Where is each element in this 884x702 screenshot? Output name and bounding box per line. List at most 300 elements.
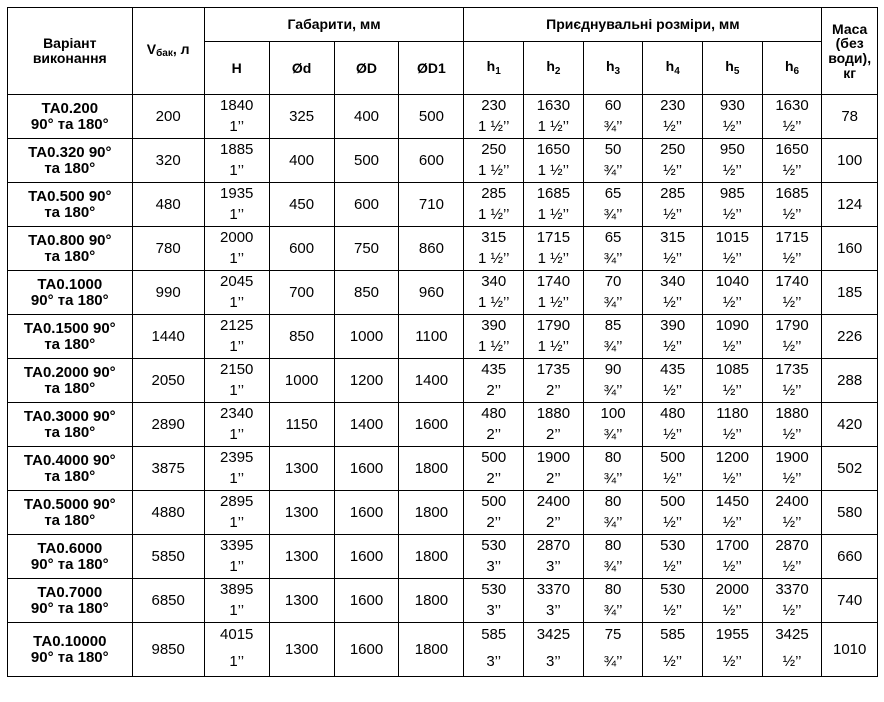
- height-cell: 1840: [204, 95, 269, 117]
- table-row: [8, 491, 878, 513]
- dimensions-group-header: Габарити, мм: [204, 8, 464, 42]
- h2-connection-cell: 1 ½’’: [524, 293, 584, 315]
- inner-diameter-cell: 1300: [269, 535, 334, 579]
- volume-cell: 5850: [132, 535, 204, 579]
- height-connection-cell: 1’’: [204, 425, 269, 447]
- flange-diameter-cell: 1800: [399, 623, 464, 677]
- h6-connection-cell: ½’’: [762, 557, 822, 579]
- h4-connection-cell: ½’’: [643, 381, 703, 403]
- height-connection-cell: 1’’: [204, 117, 269, 139]
- col-header-h2-base: h: [546, 57, 555, 74]
- h6-value-cell: 1735: [762, 359, 822, 381]
- h5-value-cell: 1090: [703, 315, 763, 337]
- col-header-d1: ØD1: [399, 42, 464, 95]
- h6-connection-cell: ½’’: [762, 381, 822, 403]
- h4-value-cell: 480: [643, 403, 703, 425]
- outer-diameter-cell: 1000: [334, 315, 399, 359]
- table-row: [8, 623, 878, 648]
- h2-value-cell: 2870: [524, 535, 584, 557]
- h1-connection-cell: 1 ½’’: [464, 293, 524, 315]
- h1-connection-cell: 2’’: [464, 469, 524, 491]
- variant-header: Варіант виконання: [8, 8, 133, 95]
- h6-connection-cell: ½’’: [762, 205, 822, 227]
- volume-cell: 6850: [132, 579, 204, 623]
- mass-cell: 580: [822, 491, 878, 535]
- h1-connection-cell: 1 ½’’: [464, 337, 524, 359]
- h5-connection-cell: ½’’: [703, 117, 763, 139]
- h1-connection-cell: 3’’: [464, 557, 524, 579]
- variant-cell: ТА0.800 90° та 180°: [8, 227, 133, 271]
- h1-value-cell: 315: [464, 227, 524, 249]
- h3-connection-cell: ¾’’: [583, 425, 643, 447]
- h2-connection-cell: 3’’: [524, 601, 584, 623]
- h6-value-cell: 1740: [762, 271, 822, 293]
- col-header-h6-sub: 6: [793, 65, 800, 77]
- h3-value-cell: 50: [583, 139, 643, 161]
- height-cell: 2340: [204, 403, 269, 425]
- height-connection-cell: 1’’: [204, 469, 269, 491]
- inner-diameter-cell: 600: [269, 227, 334, 271]
- volume-cell: 2890: [132, 403, 204, 447]
- h6-value-cell: 2870: [762, 535, 822, 557]
- h6-value-cell: 1685: [762, 183, 822, 205]
- height-cell: 2150: [204, 359, 269, 381]
- h4-value-cell: 230: [643, 95, 703, 117]
- h3-connection-cell: ¾’’: [583, 293, 643, 315]
- table-row: [8, 227, 878, 249]
- h3-value-cell: 80: [583, 491, 643, 513]
- h3-connection-cell: ¾’’: [583, 205, 643, 227]
- h5-value-cell: 1700: [703, 535, 763, 557]
- volume-cell: 2050: [132, 359, 204, 403]
- h4-value-cell: 315: [643, 227, 703, 249]
- h6-value-cell: 1880: [762, 403, 822, 425]
- h2-connection-cell: 2’’: [524, 381, 584, 403]
- volume-cell: 480: [132, 183, 204, 227]
- h1-value-cell: 250: [464, 139, 524, 161]
- flange-diameter-cell: 960: [399, 271, 464, 315]
- h3-value-cell: 90: [583, 359, 643, 381]
- height-connection-cell: 1’’: [204, 381, 269, 403]
- h3-connection-cell: ¾’’: [583, 249, 643, 271]
- flange-diameter-cell: 1400: [399, 359, 464, 403]
- h6-connection-cell: ½’’: [762, 249, 822, 271]
- h6-connection-cell: ½’’: [762, 425, 822, 447]
- h6-value-cell: 3425: [762, 623, 822, 648]
- h4-connection-cell: ½’’: [643, 249, 703, 271]
- height-cell: 2045: [204, 271, 269, 293]
- h4-value-cell: 250: [643, 139, 703, 161]
- h5-connection-cell: ½’’: [703, 381, 763, 403]
- h2-value-cell: 1715: [524, 227, 584, 249]
- connection-group-header: Приєднувальні розміри, мм: [464, 8, 822, 42]
- variant-cell: ТА0.6000 90° та 180°: [8, 535, 133, 579]
- variant-cell: ТА0.4000 90° та 180°: [8, 447, 133, 491]
- outer-diameter-cell: 750: [334, 227, 399, 271]
- col-header-h4: [643, 42, 703, 95]
- flange-diameter-cell: 1800: [399, 491, 464, 535]
- volume-cell: 200: [132, 95, 204, 139]
- height-connection-cell: 1’’: [204, 249, 269, 271]
- h3-value-cell: 75: [583, 623, 643, 648]
- h6-value-cell: 1630: [762, 95, 822, 117]
- h6-connection-cell: ½’’: [762, 648, 822, 677]
- h3-connection-cell: ¾’’: [583, 117, 643, 139]
- variant-cell: ТА0.10000 90° та 180°: [8, 623, 133, 677]
- volume-cell: 9850: [132, 623, 204, 677]
- outer-diameter-cell: 1600: [334, 579, 399, 623]
- h2-connection-cell: 3’’: [524, 557, 584, 579]
- h1-value-cell: 390: [464, 315, 524, 337]
- h5-value-cell: 1015: [703, 227, 763, 249]
- col-header-h1-sub: 1: [495, 65, 501, 77]
- col-header-h1: [464, 42, 524, 95]
- flange-diameter-cell: 1600: [399, 403, 464, 447]
- height-cell: 3895: [204, 579, 269, 601]
- height-connection-cell: 1’’: [204, 648, 269, 677]
- h4-connection-cell: ½’’: [643, 161, 703, 183]
- col-header-h5-base: h: [725, 57, 734, 74]
- h6-connection-cell: ½’’: [762, 469, 822, 491]
- height-connection-cell: 1’’: [204, 337, 269, 359]
- col-header-big-d: ØD: [334, 42, 399, 95]
- volume-cell: 1440: [132, 315, 204, 359]
- h5-connection-cell: ½’’: [703, 293, 763, 315]
- specification-table: [7, 7, 878, 677]
- flange-diameter-cell: 500: [399, 95, 464, 139]
- table-row: [8, 403, 878, 425]
- h1-value-cell: 530: [464, 535, 524, 557]
- h2-connection-cell: 1 ½’’: [524, 249, 584, 271]
- h2-value-cell: 1880: [524, 403, 584, 425]
- flange-diameter-cell: 860: [399, 227, 464, 271]
- h4-connection-cell: ½’’: [643, 557, 703, 579]
- table-row: [8, 95, 878, 117]
- h5-connection-cell: ½’’: [703, 249, 763, 271]
- h3-value-cell: 85: [583, 315, 643, 337]
- h5-value-cell: 1955: [703, 623, 763, 648]
- h5-value-cell: 1200: [703, 447, 763, 469]
- volume-header: [132, 8, 204, 95]
- h3-value-cell: 65: [583, 183, 643, 205]
- h1-connection-cell: 3’’: [464, 648, 524, 677]
- table-row: [8, 579, 878, 601]
- volume-header-unit: , л: [172, 41, 190, 58]
- h6-value-cell: 1715: [762, 227, 822, 249]
- h3-value-cell: 80: [583, 535, 643, 557]
- h5-connection-cell: ½’’: [703, 469, 763, 491]
- h3-value-cell: 70: [583, 271, 643, 293]
- h5-value-cell: 1085: [703, 359, 763, 381]
- h5-connection-cell: ½’’: [703, 205, 763, 227]
- h2-value-cell: 1735: [524, 359, 584, 381]
- h6-connection-cell: ½’’: [762, 337, 822, 359]
- col-header-h4-sub: 4: [674, 65, 680, 77]
- outer-diameter-cell: 1200: [334, 359, 399, 403]
- height-cell: 2125: [204, 315, 269, 337]
- h5-value-cell: 950: [703, 139, 763, 161]
- mass-cell: 160: [822, 227, 878, 271]
- h1-value-cell: 230: [464, 95, 524, 117]
- outer-diameter-cell: 850: [334, 271, 399, 315]
- h6-connection-cell: ½’’: [762, 293, 822, 315]
- variant-cell: ТА0.1500 90° та 180°: [8, 315, 133, 359]
- h4-connection-cell: ½’’: [643, 469, 703, 491]
- h6-value-cell: 1790: [762, 315, 822, 337]
- flange-diameter-cell: 1100: [399, 315, 464, 359]
- h1-connection-cell: 2’’: [464, 381, 524, 403]
- h2-value-cell: 1900: [524, 447, 584, 469]
- h4-value-cell: 585: [643, 623, 703, 648]
- outer-diameter-cell: 1600: [334, 623, 399, 677]
- outer-diameter-cell: 400: [334, 95, 399, 139]
- mass-cell: 502: [822, 447, 878, 491]
- h2-value-cell: 1685: [524, 183, 584, 205]
- h1-connection-cell: 2’’: [464, 425, 524, 447]
- h4-value-cell: 285: [643, 183, 703, 205]
- mass-cell: 185: [822, 271, 878, 315]
- h4-connection-cell: ½’’: [643, 117, 703, 139]
- variant-cell: ТА0.1000 90° та 180°: [8, 271, 133, 315]
- h4-value-cell: 530: [643, 579, 703, 601]
- col-header-h2-sub: 2: [554, 65, 561, 77]
- h4-connection-cell: ½’’: [643, 293, 703, 315]
- h4-connection-cell: ½’’: [643, 648, 703, 677]
- h5-connection-cell: ½’’: [703, 601, 763, 623]
- h6-value-cell: 3370: [762, 579, 822, 601]
- h4-value-cell: 435: [643, 359, 703, 381]
- inner-diameter-cell: 400: [269, 139, 334, 183]
- col-header-h3-base: h: [605, 57, 615, 74]
- height-cell: 2000: [204, 227, 269, 249]
- h3-connection-cell: ¾’’: [583, 648, 643, 677]
- table-body: [8, 95, 878, 677]
- h6-connection-cell: ½’’: [762, 601, 822, 623]
- h2-connection-cell: 1 ½’’: [524, 337, 584, 359]
- h2-value-cell: 3425: [524, 623, 584, 648]
- h4-connection-cell: ½’’: [643, 601, 703, 623]
- outer-diameter-cell: 1400: [334, 403, 399, 447]
- mass-cell: 78: [822, 95, 878, 139]
- h6-connection-cell: ½’’: [762, 513, 822, 535]
- h5-value-cell: 985: [703, 183, 763, 205]
- col-header-h3: [583, 42, 643, 95]
- volume-cell: 4880: [132, 491, 204, 535]
- h1-connection-cell: 1 ½’’: [464, 205, 524, 227]
- h1-value-cell: 480: [464, 403, 524, 425]
- inner-diameter-cell: 1000: [269, 359, 334, 403]
- h4-connection-cell: ½’’: [643, 425, 703, 447]
- h1-connection-cell: 1 ½’’: [464, 161, 524, 183]
- h5-value-cell: 930: [703, 95, 763, 117]
- col-header-h5: [703, 42, 763, 95]
- outer-diameter-cell: 1600: [334, 535, 399, 579]
- h3-value-cell: 65: [583, 227, 643, 249]
- h2-connection-cell: 1 ½’’: [524, 117, 584, 139]
- inner-diameter-cell: 1300: [269, 447, 334, 491]
- table-row: [8, 315, 878, 337]
- h3-value-cell: 60: [583, 95, 643, 117]
- h5-connection-cell: ½’’: [703, 513, 763, 535]
- h6-connection-cell: ½’’: [762, 117, 822, 139]
- flange-diameter-cell: 1800: [399, 579, 464, 623]
- h6-value-cell: 1900: [762, 447, 822, 469]
- height-cell: 2395: [204, 447, 269, 469]
- h1-value-cell: 285: [464, 183, 524, 205]
- inner-diameter-cell: 1300: [269, 579, 334, 623]
- h1-value-cell: 435: [464, 359, 524, 381]
- flange-diameter-cell: 1800: [399, 535, 464, 579]
- h2-connection-cell: 3’’: [524, 648, 584, 677]
- table-row: [8, 139, 878, 161]
- col-header-h6-base: h: [784, 57, 794, 74]
- mass-header: Маса (без води), кг: [822, 8, 878, 95]
- col-header-h4-base: h: [665, 57, 675, 74]
- outer-diameter-cell: 1600: [334, 491, 399, 535]
- table-header: [8, 8, 878, 95]
- col-header-h2: [524, 42, 584, 95]
- h4-connection-cell: ½’’: [643, 337, 703, 359]
- h2-value-cell: 3370: [524, 579, 584, 601]
- h5-value-cell: 1450: [703, 491, 763, 513]
- col-header-d: Ød: [269, 42, 334, 95]
- h4-value-cell: 500: [643, 447, 703, 469]
- h3-connection-cell: ¾’’: [583, 469, 643, 491]
- table-row: [8, 535, 878, 557]
- flange-diameter-cell: 710: [399, 183, 464, 227]
- flange-diameter-cell: 1800: [399, 447, 464, 491]
- inner-diameter-cell: 700: [269, 271, 334, 315]
- h6-value-cell: 2400: [762, 491, 822, 513]
- inner-diameter-cell: 325: [269, 95, 334, 139]
- h2-connection-cell: 1 ½’’: [524, 161, 584, 183]
- h3-connection-cell: ¾’’: [583, 337, 643, 359]
- h4-connection-cell: ½’’: [643, 205, 703, 227]
- h5-connection-cell: ½’’: [703, 557, 763, 579]
- height-connection-cell: 1’’: [204, 161, 269, 183]
- h1-connection-cell: 1 ½’’: [464, 249, 524, 271]
- h5-connection-cell: ½’’: [703, 648, 763, 677]
- h1-connection-cell: 2’’: [464, 513, 524, 535]
- height-cell: 4015: [204, 623, 269, 648]
- table-row: [8, 183, 878, 205]
- mass-cell: 124: [822, 183, 878, 227]
- h2-connection-cell: 1 ½’’: [524, 205, 584, 227]
- h2-connection-cell: 2’’: [524, 425, 584, 447]
- variant-cell: ТА0.2000 90° та 180°: [8, 359, 133, 403]
- outer-diameter-cell: 600: [334, 183, 399, 227]
- variant-cell: ТА0.5000 90° та 180°: [8, 491, 133, 535]
- h3-connection-cell: ¾’’: [583, 381, 643, 403]
- inner-diameter-cell: 450: [269, 183, 334, 227]
- h1-value-cell: 585: [464, 623, 524, 648]
- table-row: [8, 359, 878, 381]
- col-header-h6: [762, 42, 822, 95]
- outer-diameter-cell: 500: [334, 139, 399, 183]
- h5-value-cell: 1180: [703, 403, 763, 425]
- h5-value-cell: 2000: [703, 579, 763, 601]
- volume-cell: 3875: [132, 447, 204, 491]
- h4-value-cell: 340: [643, 271, 703, 293]
- volume-header-main: V: [146, 41, 157, 58]
- col-header-h5-sub: 5: [733, 65, 740, 77]
- variant-cell: ТА0.320 90° та 180°: [8, 139, 133, 183]
- mass-cell: 1010: [822, 623, 878, 677]
- h3-value-cell: 80: [583, 447, 643, 469]
- mass-cell: 660: [822, 535, 878, 579]
- h6-connection-cell: ½’’: [762, 161, 822, 183]
- height-cell: 2895: [204, 491, 269, 513]
- h1-connection-cell: 1 ½’’: [464, 117, 524, 139]
- height-connection-cell: 1’’: [204, 293, 269, 315]
- mass-cell: 288: [822, 359, 878, 403]
- h1-value-cell: 530: [464, 579, 524, 601]
- mass-cell: 100: [822, 139, 878, 183]
- inner-diameter-cell: 850: [269, 315, 334, 359]
- col-header-h1-base: h: [486, 57, 496, 74]
- h3-value-cell: 100: [583, 403, 643, 425]
- h1-value-cell: 500: [464, 447, 524, 469]
- height-connection-cell: 1’’: [204, 557, 269, 579]
- h2-connection-cell: 2’’: [524, 469, 584, 491]
- height-cell: 1885: [204, 139, 269, 161]
- h5-connection-cell: ½’’: [703, 161, 763, 183]
- h5-connection-cell: ½’’: [703, 425, 763, 447]
- table-row: [8, 271, 878, 293]
- variant-cell: ТА0.7000 90° та 180°: [8, 579, 133, 623]
- col-header-h: H: [204, 42, 269, 95]
- h4-value-cell: 530: [643, 535, 703, 557]
- h2-value-cell: 1630: [524, 95, 584, 117]
- h4-connection-cell: ½’’: [643, 513, 703, 535]
- height-cell: 3395: [204, 535, 269, 557]
- inner-diameter-cell: 1300: [269, 623, 334, 677]
- h4-value-cell: 390: [643, 315, 703, 337]
- h3-connection-cell: ¾’’: [583, 601, 643, 623]
- h2-value-cell: 1740: [524, 271, 584, 293]
- h1-connection-cell: 3’’: [464, 601, 524, 623]
- h2-value-cell: 1650: [524, 139, 584, 161]
- h3-value-cell: 80: [583, 579, 643, 601]
- volume-cell: 320: [132, 139, 204, 183]
- header-row-top: [8, 8, 878, 42]
- h2-value-cell: 1790: [524, 315, 584, 337]
- h3-connection-cell: ¾’’: [583, 513, 643, 535]
- mass-cell: 226: [822, 315, 878, 359]
- table-row: [8, 447, 878, 469]
- h2-value-cell: 2400: [524, 491, 584, 513]
- h1-value-cell: 340: [464, 271, 524, 293]
- volume-header-sub: бак: [156, 48, 173, 60]
- volume-cell: 990: [132, 271, 204, 315]
- mass-cell: 740: [822, 579, 878, 623]
- inner-diameter-cell: 1150: [269, 403, 334, 447]
- volume-cell: 780: [132, 227, 204, 271]
- inner-diameter-cell: 1300: [269, 491, 334, 535]
- h2-connection-cell: 2’’: [524, 513, 584, 535]
- outer-diameter-cell: 1600: [334, 447, 399, 491]
- h5-connection-cell: ½’’: [703, 337, 763, 359]
- h3-connection-cell: ¾’’: [583, 557, 643, 579]
- height-connection-cell: 1’’: [204, 205, 269, 227]
- variant-cell: ТА0.200 90° та 180°: [8, 95, 133, 139]
- h5-value-cell: 1040: [703, 271, 763, 293]
- height-cell: 1935: [204, 183, 269, 205]
- h6-value-cell: 1650: [762, 139, 822, 161]
- height-connection-cell: 1’’: [204, 601, 269, 623]
- col-header-h3-sub: 3: [614, 65, 621, 77]
- flange-diameter-cell: 600: [399, 139, 464, 183]
